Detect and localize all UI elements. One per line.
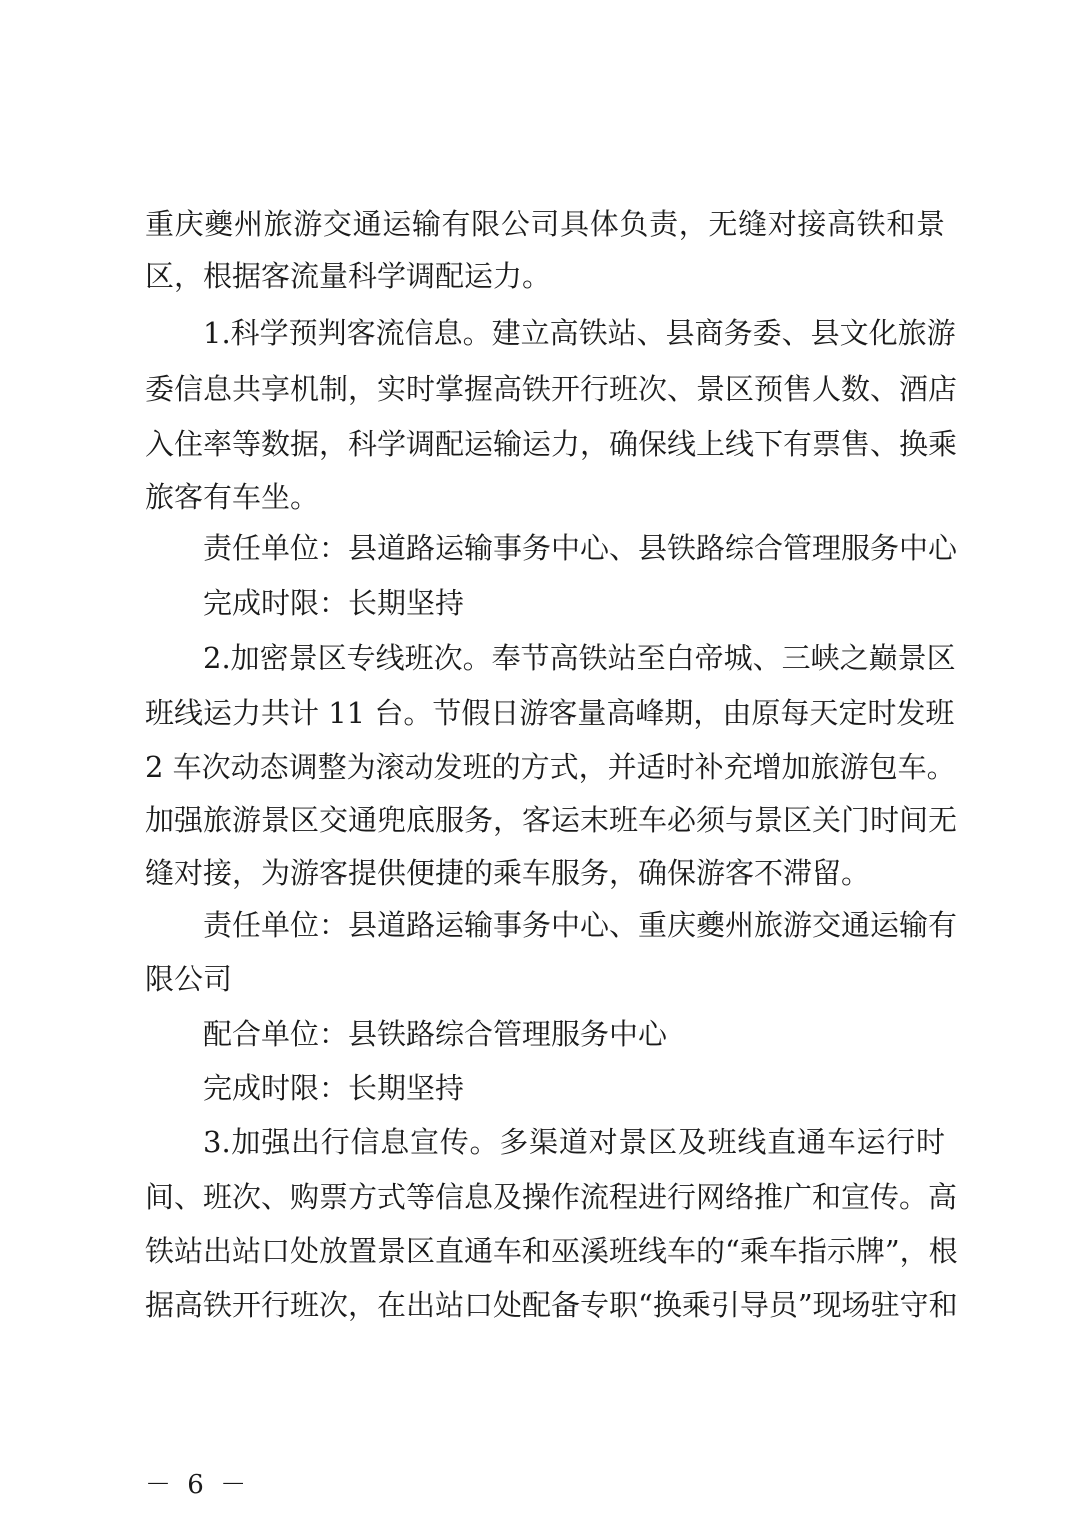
body-text-line: 班线运力共计 11 台。节假日游客量高峰期，由原每天定时发班 [145,696,955,730]
body-text-line: 旅客有车坐。 [145,480,320,514]
body-text-line: 铁站出站口处放置景区直通车和巫溪班线车的“乘车指示牌”，根 [145,1234,958,1268]
body-text-line: 3.加强出行信息宣传。多渠道对景区及班线直通车运行时 [203,1125,945,1159]
completion-deadline: 完成时限：长期坚持 [203,586,465,620]
body-text-line: 2.加密景区专线班次。奉节高铁站至白帝城、三峡之巅景区 [203,641,956,675]
body-text-line: 缝对接，为游客提供便捷的乘车服务，确保游客不滞留。 [145,856,871,890]
body-text-line: 入住率等数据，科学调配运输运力，确保线上线下有票售、换乘 [145,427,958,461]
body-text-line: 间、班次、购票方式等信息及操作流程进行网络推广和宣传。高 [145,1180,958,1214]
body-text-line: 据高铁开行班次，在出站口处配备专职“换乘引导员”现场驻守和 [145,1288,958,1322]
body-text-line: 加强旅游景区交通兜底服务，客运末班车必须与景区关门时间无 [145,803,958,837]
body-text-line: 委信息共享机制，实时掌握高铁开行班次、景区预售人数、酒店 [145,372,958,406]
responsible-unit: 责任单位：县道路运输事务中心、重庆夔州旅游交通运输有 [203,908,958,942]
responsible-unit: 责任单位：县道路运输事务中心、县铁路综合管理服务中心 [203,531,958,565]
body-text-line: 区，根据客流量科学调配运力。 [145,259,552,293]
completion-deadline: 完成时限：长期坚持 [203,1071,465,1105]
responsible-unit-continued: 限公司 [145,962,233,996]
body-text-line: 2 车次动态调整为滚动发班的方式，并适时补充增加旅游包车。 [145,750,956,784]
body-text-line: 重庆夔州旅游交通运输有限公司具体负责，无缝对接高铁和景 [145,207,945,241]
body-text-line: 1.科学预判客流信息。建立高铁站、县商务委、县文化旅游 [203,316,956,350]
page-number: － 6 － [145,1470,251,1500]
cooperating-unit: 配合单位：县铁路综合管理服务中心 [203,1017,668,1051]
